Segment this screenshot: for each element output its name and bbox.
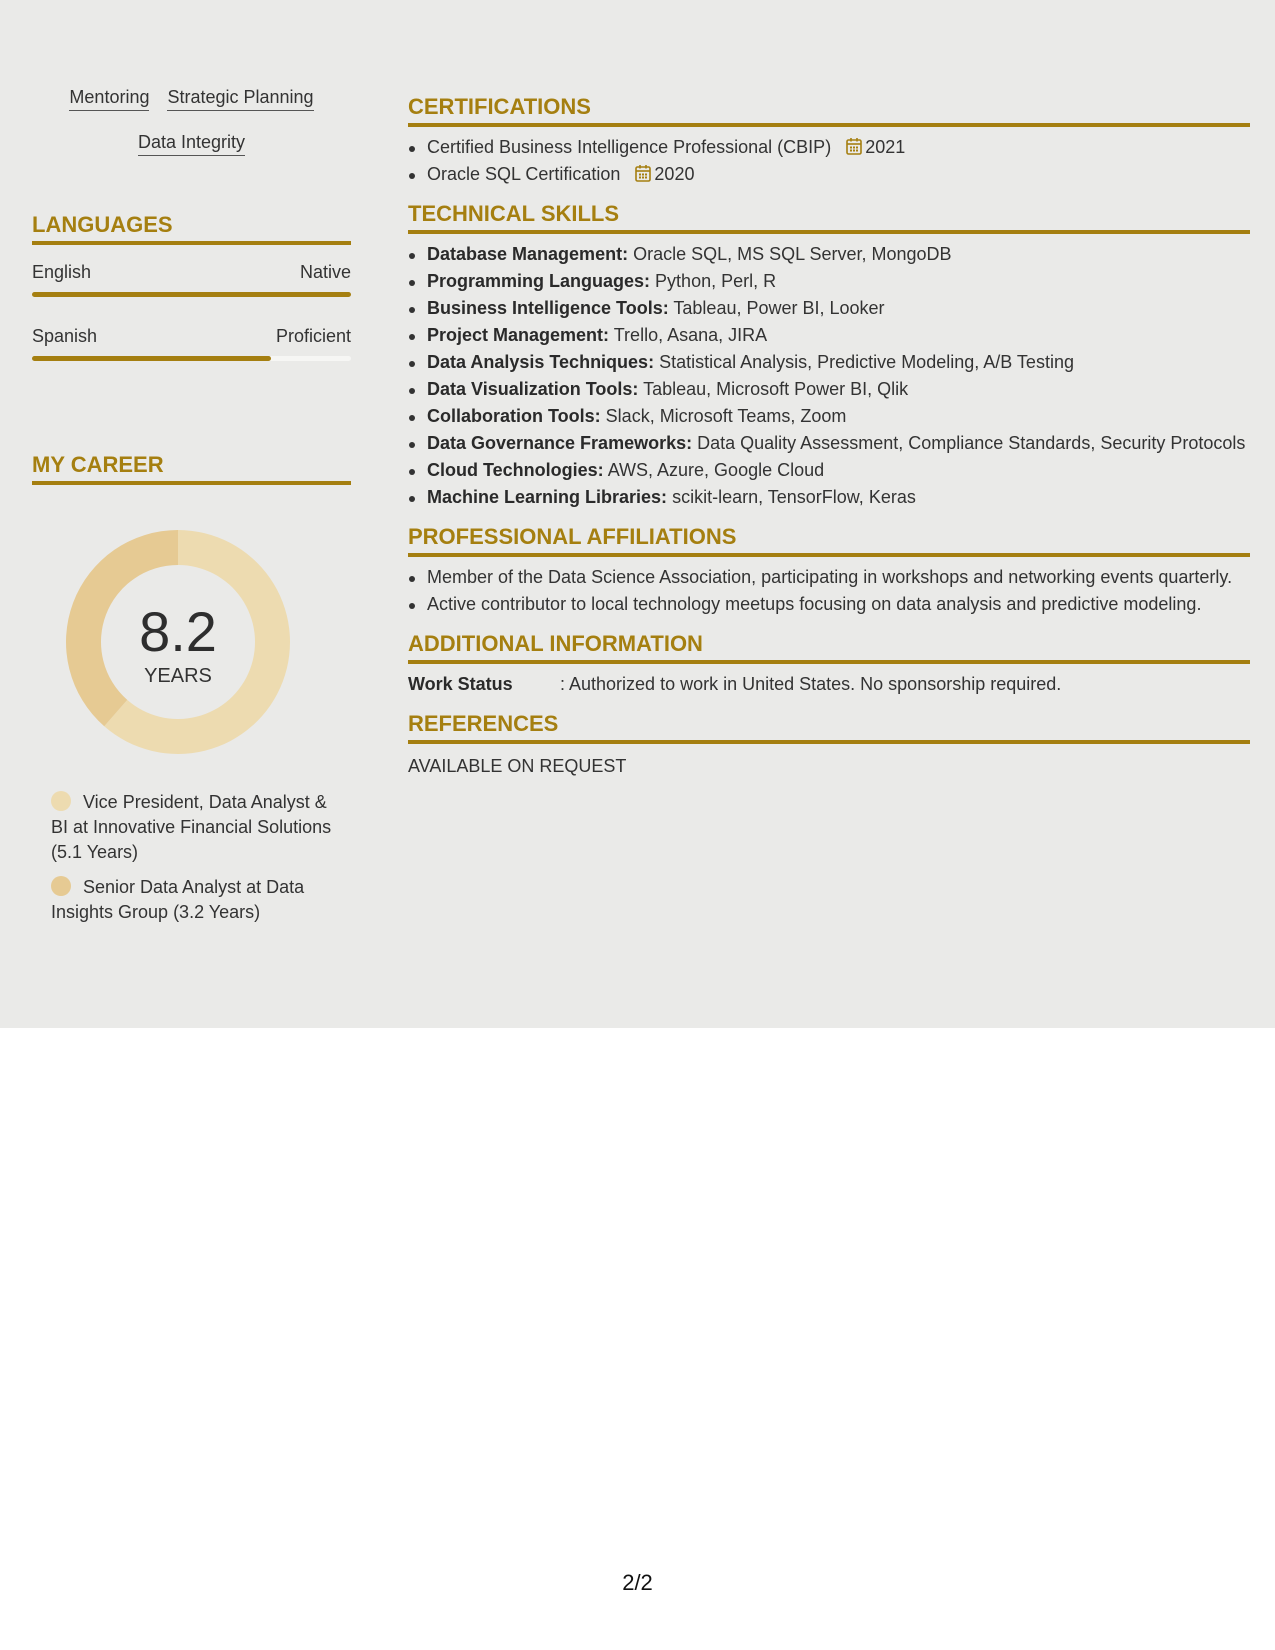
- career-role-label: Vice President, Data Analyst & BI at Innovative Financial Solutions (5.1 Years): [51, 792, 332, 862]
- skill-label: Programming Languages:: [427, 271, 651, 291]
- skill-label: Data Analysis Techniques:: [427, 352, 655, 372]
- affiliations-heading: PROFESSIONAL AFFILIATIONS: [408, 524, 1250, 557]
- skill-tag-row: [32, 86, 351, 111]
- skill-value: Statistical Analysis, Predictive Modeling, A/B Testing: [659, 352, 1074, 372]
- career-role-label: Senior Data Analyst at Data Insights Group (3.2 Years): [51, 877, 305, 922]
- skill-item: [408, 404, 1250, 429]
- skill-item: [408, 350, 1250, 375]
- skill-value: Oracle SQL, MS SQL Server, MongoDB: [633, 244, 952, 264]
- legend-dot-icon: [51, 876, 71, 896]
- skill-item: [408, 377, 1250, 402]
- language-level: Native: [299, 262, 351, 282]
- language-bar-fill: [32, 356, 271, 361]
- languages-section: [32, 212, 351, 361]
- career-total-unit: YEARS: [144, 665, 212, 687]
- additional-info-heading: ADDITIONAL INFORMATION: [408, 631, 1250, 664]
- languages-heading: LANGUAGES: [32, 212, 351, 245]
- career-section: [32, 452, 351, 922]
- right-column: [408, 94, 1250, 793]
- skill-item: [408, 458, 1250, 483]
- references-heading: REFERENCES: [408, 711, 1250, 744]
- certification-year: 2021: [865, 137, 906, 157]
- certifications-list: [408, 135, 1250, 187]
- skill-value: Tableau, Power BI, Looker: [673, 298, 885, 318]
- skill-item: [408, 485, 1250, 510]
- skill-tag-strategic-planning: Strategic Planning: [167, 86, 313, 111]
- language-name: Spanish: [32, 326, 98, 346]
- affiliation-item: Active contributor to local technology meetups focusing on data analysis and predictive modeling.: [408, 592, 1250, 617]
- references-text: AVAILABLE ON REQUEST: [408, 756, 627, 776]
- career-legend-item: [51, 790, 341, 865]
- skill-value: Tableau, Microsoft Power BI, Qlik: [643, 379, 909, 399]
- skill-value: Python, Perl, R: [655, 271, 777, 291]
- skill-item: [408, 296, 1250, 321]
- career-total-years: 8.2: [139, 600, 217, 663]
- skill-label: Data Governance Frameworks:: [427, 433, 693, 453]
- certification-item: [408, 135, 1250, 160]
- career-heading: MY CAREER: [32, 452, 351, 485]
- certification-item: [408, 162, 1250, 187]
- skill-label: Cloud Technologies:: [427, 460, 604, 480]
- skill-tag-data-integrity: Data Integrity: [138, 131, 245, 156]
- affiliation-item: Member of the Data Science Association, participating in workshops and networking events quarterly.: [408, 565, 1250, 590]
- skill-item: [408, 269, 1250, 294]
- calendar-icon: [846, 137, 862, 155]
- affiliations-section: [408, 524, 1250, 617]
- page-number: 2/2: [622, 1570, 653, 1595]
- career-legend-item: [51, 875, 341, 925]
- calendar-icon: [635, 164, 651, 182]
- skill-value: Trello, Asana, JIRA: [613, 325, 768, 345]
- skill-label: Business Intelligence Tools:: [427, 298, 669, 318]
- certifications-section: [408, 94, 1250, 187]
- work-status-label: Work Status: [408, 674, 513, 694]
- work-status-value: : Authorized to work in United States. No sponsorship required.: [560, 674, 1062, 694]
- certification-year: 2020: [654, 164, 695, 184]
- certification-name: Oracle SQL Certification: [427, 164, 621, 184]
- skill-value: scikit-learn, TensorFlow, Keras: [672, 487, 916, 507]
- language-item-english: [32, 261, 351, 297]
- work-status-row: [408, 672, 1250, 697]
- language-bar-track: [32, 292, 351, 297]
- skill-label: Machine Learning Libraries:: [427, 487, 668, 507]
- technical-skills-section: [408, 201, 1250, 510]
- skill-tags: [32, 86, 351, 176]
- technical-skills-heading: TECHNICAL SKILLS: [408, 201, 1250, 234]
- skill-label: Database Management:: [427, 244, 629, 264]
- skill-label: Data Visualization Tools:: [427, 379, 639, 399]
- language-item-spanish: [32, 325, 351, 361]
- references-section: [408, 711, 1250, 779]
- career-donut-chart: [66, 530, 290, 754]
- skill-label: Collaboration Tools:: [427, 406, 601, 426]
- career-legend: [51, 790, 341, 935]
- skill-tag-row: [32, 131, 351, 156]
- skill-item: [408, 242, 1250, 267]
- legend-dot-icon: [51, 791, 71, 811]
- certification-name: Certified Business Intelligence Professional (CBIP): [427, 137, 832, 157]
- skill-value: Slack, Microsoft Teams, Zoom: [605, 406, 847, 426]
- certifications-heading: CERTIFICATIONS: [408, 94, 1250, 127]
- additional-info-section: [408, 631, 1250, 697]
- skill-tag-mentoring: Mentoring: [69, 86, 149, 111]
- skill-item: [408, 323, 1250, 348]
- skill-item: [408, 431, 1250, 456]
- skill-value: AWS, Azure, Google Cloud: [607, 460, 825, 480]
- skill-value: Data Quality Assessment, Compliance Standards, Security Protocols: [697, 433, 1246, 453]
- language-bar-track: [32, 356, 351, 361]
- language-level: Proficient: [275, 326, 351, 346]
- skill-label: Project Management:: [427, 325, 610, 345]
- language-bar-fill: [32, 292, 351, 297]
- language-name: English: [32, 262, 92, 282]
- technical-skills-list: [408, 242, 1250, 510]
- affiliations-list: [408, 565, 1250, 617]
